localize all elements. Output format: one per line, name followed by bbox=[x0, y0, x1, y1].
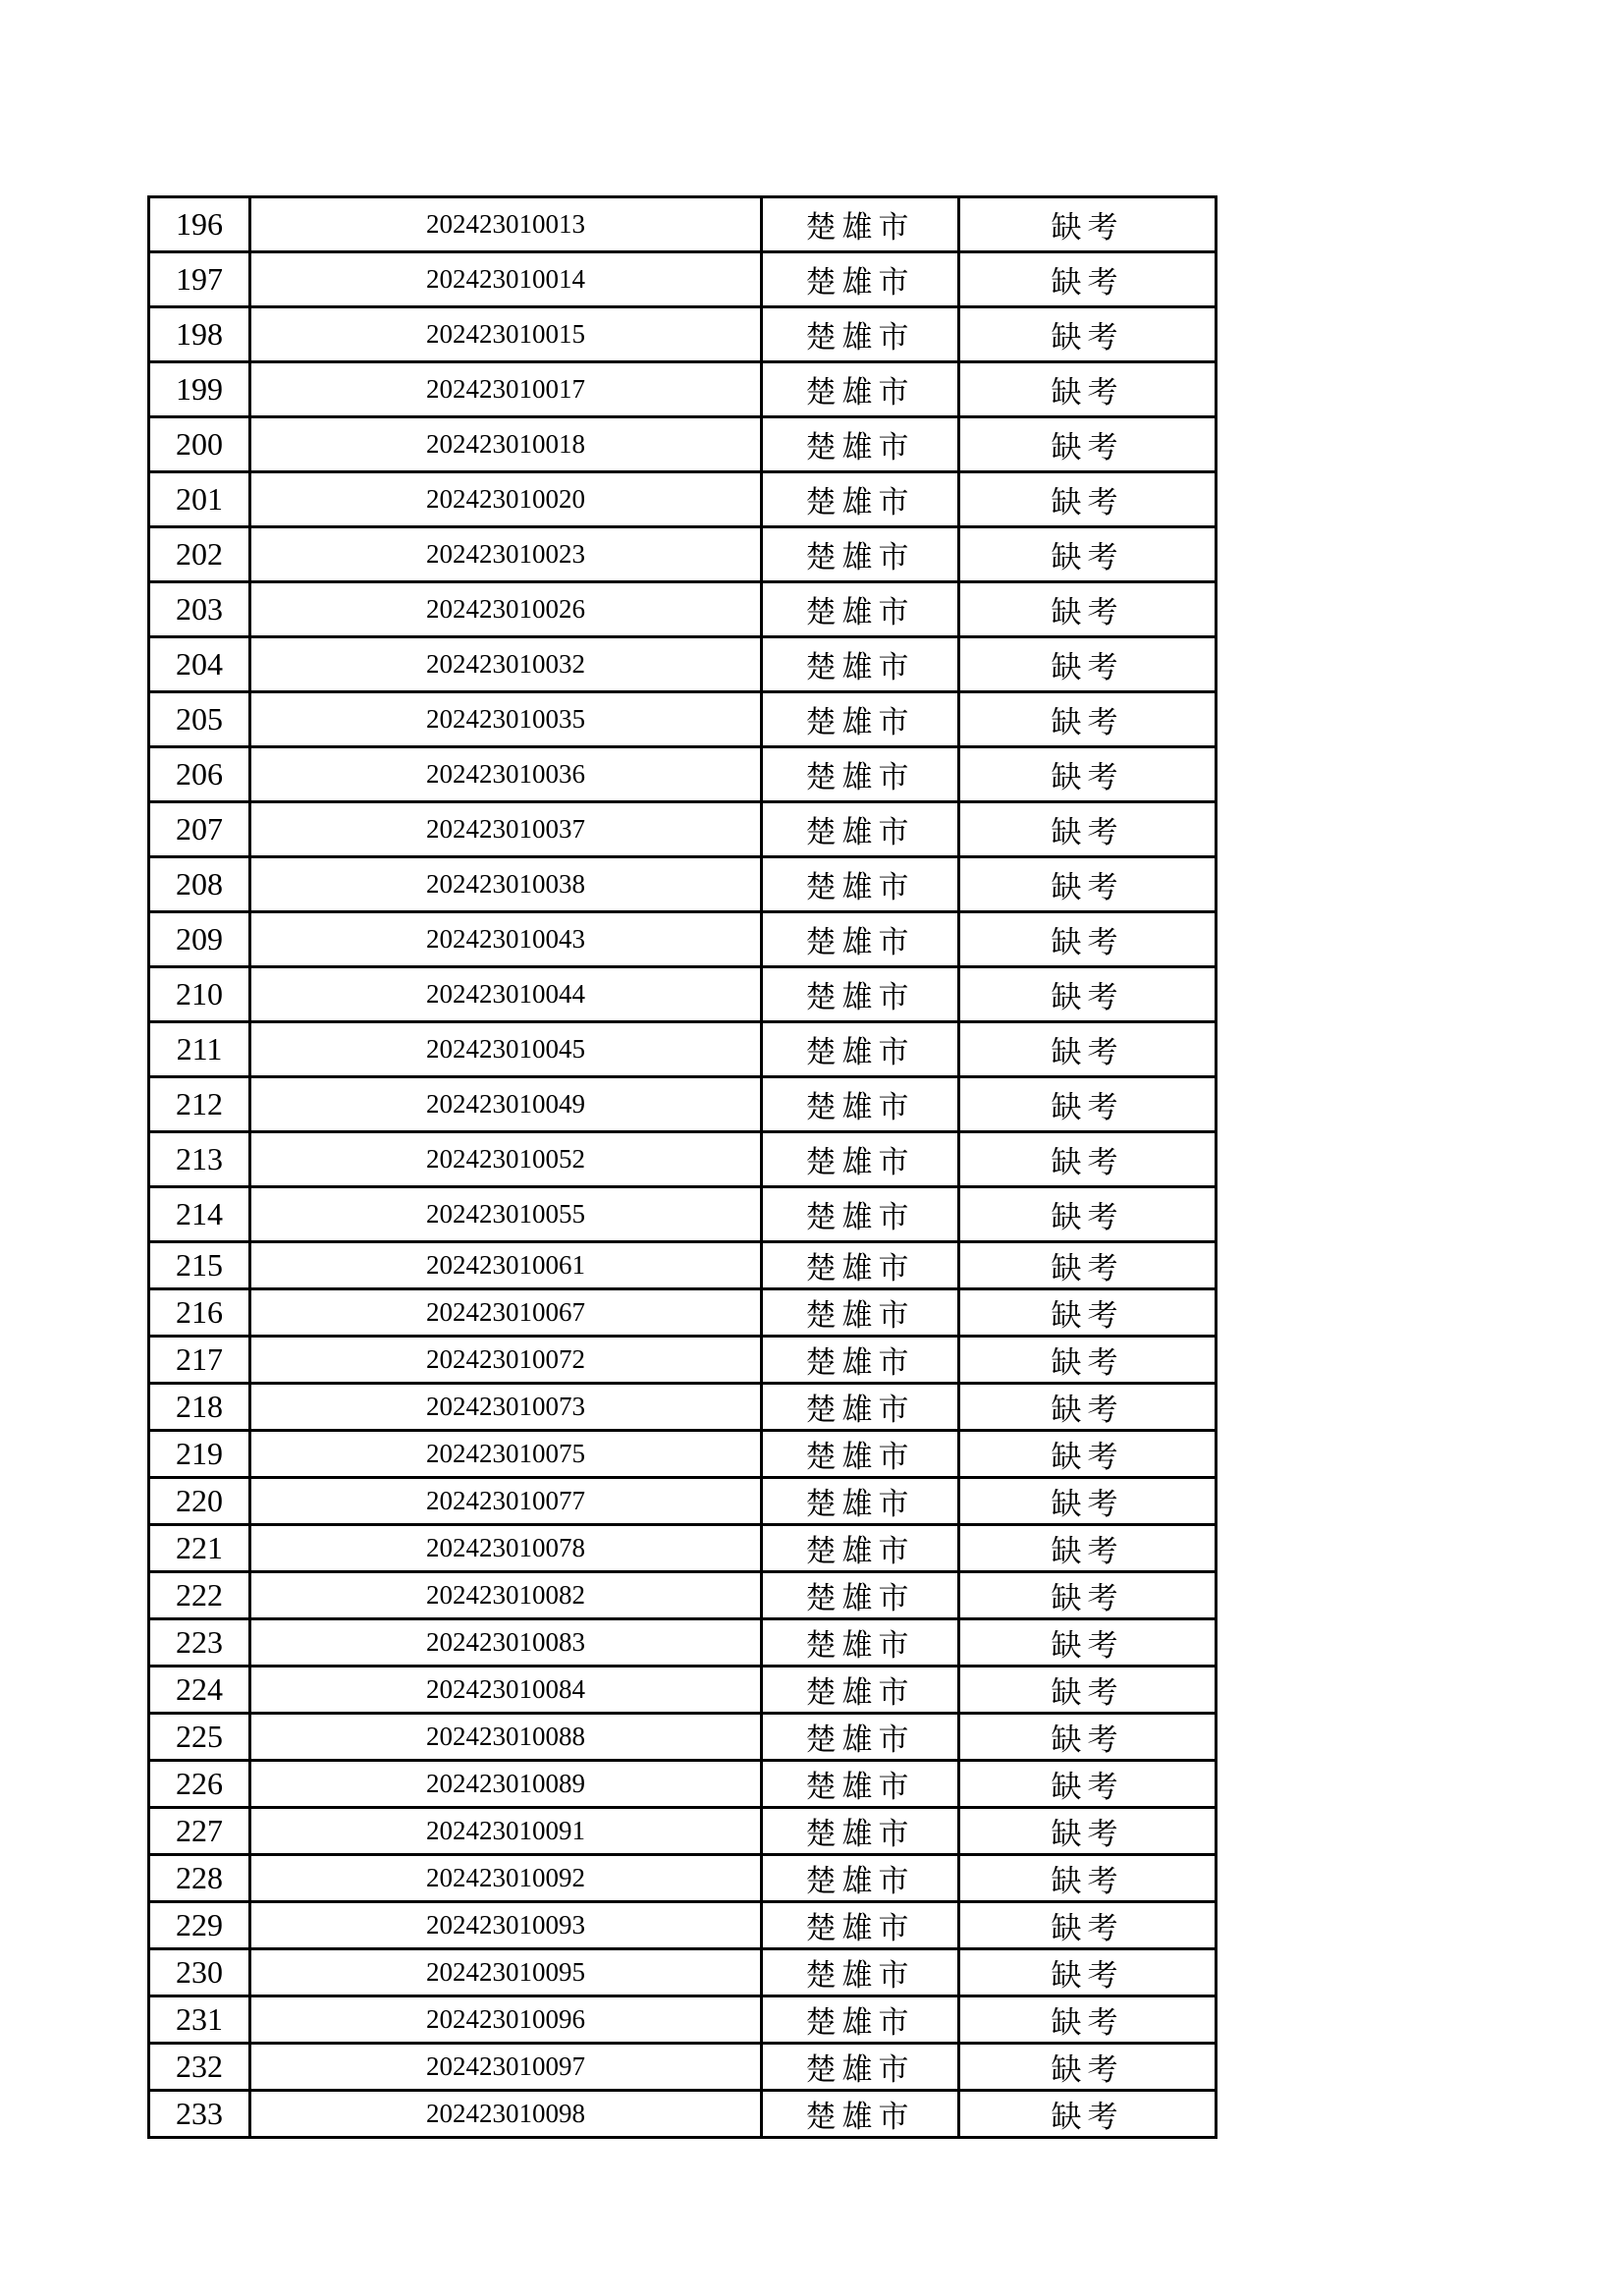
table-row bbox=[149, 582, 1217, 637]
table-row bbox=[149, 472, 1217, 527]
city-cell: 楚雄市 bbox=[762, 1077, 959, 1132]
city-cell: 楚雄市 bbox=[762, 2091, 959, 2138]
status-cell: 缺考 bbox=[959, 747, 1217, 802]
exam-id-cell: 202423010045 bbox=[250, 1022, 762, 1077]
row-number-cell: 216 bbox=[149, 1289, 250, 1337]
exam-id-cell: 202423010013 bbox=[250, 197, 762, 252]
exam-id-cell: 202423010032 bbox=[250, 637, 762, 692]
exam-id-cell: 202423010017 bbox=[250, 362, 762, 417]
table-row bbox=[149, 1187, 1217, 1242]
exam-id-cell: 202423010015 bbox=[250, 307, 762, 362]
exam-id-cell: 202423010088 bbox=[250, 1714, 762, 1761]
status-cell: 缺考 bbox=[959, 1572, 1217, 1619]
table-row bbox=[149, 637, 1217, 692]
status-cell: 缺考 bbox=[959, 802, 1217, 857]
table-body bbox=[149, 197, 1217, 2138]
row-number-cell: 209 bbox=[149, 912, 250, 967]
status-cell: 缺考 bbox=[959, 1714, 1217, 1761]
row-number-cell: 207 bbox=[149, 802, 250, 857]
city-cell: 楚雄市 bbox=[762, 1667, 959, 1714]
table-row bbox=[149, 1996, 1217, 2044]
city-cell: 楚雄市 bbox=[762, 1337, 959, 1384]
row-number-cell: 202 bbox=[149, 527, 250, 582]
table-row bbox=[149, 1077, 1217, 1132]
city-cell: 楚雄市 bbox=[762, 1289, 959, 1337]
row-number-cell: 211 bbox=[149, 1022, 250, 1077]
row-number-cell: 214 bbox=[149, 1187, 250, 1242]
status-cell: 缺考 bbox=[959, 197, 1217, 252]
city-cell: 楚雄市 bbox=[762, 1902, 959, 1949]
city-cell: 楚雄市 bbox=[762, 362, 959, 417]
table-row bbox=[149, 1761, 1217, 1808]
row-number-cell: 232 bbox=[149, 2044, 250, 2091]
city-cell: 楚雄市 bbox=[762, 1996, 959, 2044]
table-row bbox=[149, 1132, 1217, 1187]
exam-id-cell: 202423010037 bbox=[250, 802, 762, 857]
exam-id-cell: 202423010089 bbox=[250, 1761, 762, 1808]
table-row bbox=[149, 1478, 1217, 1525]
row-number-cell: 220 bbox=[149, 1478, 250, 1525]
status-cell: 缺考 bbox=[959, 1289, 1217, 1337]
row-number-cell: 233 bbox=[149, 2091, 250, 2138]
exam-id-cell: 202423010061 bbox=[250, 1242, 762, 1289]
table-row bbox=[149, 1902, 1217, 1949]
status-cell: 缺考 bbox=[959, 1187, 1217, 1242]
city-cell: 楚雄市 bbox=[762, 1022, 959, 1077]
exam-id-cell: 202423010049 bbox=[250, 1077, 762, 1132]
exam-id-cell: 202423010075 bbox=[250, 1431, 762, 1478]
status-cell: 缺考 bbox=[959, 1619, 1217, 1667]
table-row bbox=[149, 2044, 1217, 2091]
row-number-cell: 224 bbox=[149, 1667, 250, 1714]
city-cell: 楚雄市 bbox=[762, 307, 959, 362]
row-number-cell: 200 bbox=[149, 417, 250, 472]
status-cell: 缺考 bbox=[959, 637, 1217, 692]
exam-id-cell: 202423010026 bbox=[250, 582, 762, 637]
city-cell: 楚雄市 bbox=[762, 1525, 959, 1572]
row-number-cell: 222 bbox=[149, 1572, 250, 1619]
exam-id-cell: 202423010036 bbox=[250, 747, 762, 802]
city-cell: 楚雄市 bbox=[762, 582, 959, 637]
table-row bbox=[149, 967, 1217, 1022]
exam-id-cell: 202423010073 bbox=[250, 1384, 762, 1431]
city-cell: 楚雄市 bbox=[762, 1808, 959, 1855]
exam-id-cell: 202423010055 bbox=[250, 1187, 762, 1242]
row-number-cell: 212 bbox=[149, 1077, 250, 1132]
table-row bbox=[149, 802, 1217, 857]
city-cell: 楚雄市 bbox=[762, 967, 959, 1022]
city-cell: 楚雄市 bbox=[762, 1187, 959, 1242]
row-number-cell: 223 bbox=[149, 1619, 250, 1667]
status-cell: 缺考 bbox=[959, 1667, 1217, 1714]
table-row bbox=[149, 1667, 1217, 1714]
status-cell: 缺考 bbox=[959, 1337, 1217, 1384]
city-cell: 楚雄市 bbox=[762, 1384, 959, 1431]
row-number-cell: 230 bbox=[149, 1949, 250, 1996]
city-cell: 楚雄市 bbox=[762, 802, 959, 857]
city-cell: 楚雄市 bbox=[762, 1132, 959, 1187]
status-cell: 缺考 bbox=[959, 472, 1217, 527]
table-row bbox=[149, 1572, 1217, 1619]
exam-id-cell: 202423010083 bbox=[250, 1619, 762, 1667]
status-cell: 缺考 bbox=[959, 582, 1217, 637]
city-cell: 楚雄市 bbox=[762, 197, 959, 252]
city-cell: 楚雄市 bbox=[762, 692, 959, 747]
row-number-cell: 218 bbox=[149, 1384, 250, 1431]
status-cell: 缺考 bbox=[959, 2044, 1217, 2091]
status-cell: 缺考 bbox=[959, 1077, 1217, 1132]
row-number-cell: 226 bbox=[149, 1761, 250, 1808]
table-row bbox=[149, 1949, 1217, 1996]
exam-id-cell: 202423010092 bbox=[250, 1855, 762, 1902]
status-cell: 缺考 bbox=[959, 1949, 1217, 1996]
status-cell: 缺考 bbox=[959, 1996, 1217, 2044]
exam-id-cell: 202423010020 bbox=[250, 472, 762, 527]
table-row bbox=[149, 1384, 1217, 1431]
city-cell: 楚雄市 bbox=[762, 1478, 959, 1525]
row-number-cell: 227 bbox=[149, 1808, 250, 1855]
table-row bbox=[149, 362, 1217, 417]
row-number-cell: 215 bbox=[149, 1242, 250, 1289]
exam-id-cell: 202423010044 bbox=[250, 967, 762, 1022]
table-row bbox=[149, 1022, 1217, 1077]
table-row bbox=[149, 747, 1217, 802]
table-row bbox=[149, 527, 1217, 582]
status-cell: 缺考 bbox=[959, 1855, 1217, 1902]
table-row bbox=[149, 307, 1217, 362]
status-cell: 缺考 bbox=[959, 1132, 1217, 1187]
exam-id-cell: 202423010097 bbox=[250, 2044, 762, 2091]
exam-id-cell: 202423010084 bbox=[250, 1667, 762, 1714]
city-cell: 楚雄市 bbox=[762, 912, 959, 967]
status-cell: 缺考 bbox=[959, 527, 1217, 582]
status-cell: 缺考 bbox=[959, 1808, 1217, 1855]
exam-id-cell: 202423010023 bbox=[250, 527, 762, 582]
status-cell: 缺考 bbox=[959, 1525, 1217, 1572]
row-number-cell: 203 bbox=[149, 582, 250, 637]
table-row bbox=[149, 692, 1217, 747]
exam-id-cell: 202423010078 bbox=[250, 1525, 762, 1572]
table-row bbox=[149, 1855, 1217, 1902]
row-number-cell: 229 bbox=[149, 1902, 250, 1949]
row-number-cell: 198 bbox=[149, 307, 250, 362]
city-cell: 楚雄市 bbox=[762, 637, 959, 692]
exam-id-cell: 202423010052 bbox=[250, 1132, 762, 1187]
exam-id-cell: 202423010072 bbox=[250, 1337, 762, 1384]
status-cell: 缺考 bbox=[959, 307, 1217, 362]
table-row bbox=[149, 1289, 1217, 1337]
city-cell: 楚雄市 bbox=[762, 527, 959, 582]
table-row bbox=[149, 1242, 1217, 1289]
status-cell: 缺考 bbox=[959, 1242, 1217, 1289]
status-cell: 缺考 bbox=[959, 362, 1217, 417]
status-cell: 缺考 bbox=[959, 417, 1217, 472]
row-number-cell: 219 bbox=[149, 1431, 250, 1478]
row-number-cell: 205 bbox=[149, 692, 250, 747]
exam-id-cell: 202423010018 bbox=[250, 417, 762, 472]
row-number-cell: 208 bbox=[149, 857, 250, 912]
exam-id-cell: 202423010082 bbox=[250, 1572, 762, 1619]
status-cell: 缺考 bbox=[959, 1384, 1217, 1431]
status-cell: 缺考 bbox=[959, 252, 1217, 307]
city-cell: 楚雄市 bbox=[762, 1761, 959, 1808]
city-cell: 楚雄市 bbox=[762, 1431, 959, 1478]
table-row bbox=[149, 417, 1217, 472]
status-cell: 缺考 bbox=[959, 1431, 1217, 1478]
city-cell: 楚雄市 bbox=[762, 747, 959, 802]
table-row bbox=[149, 1337, 1217, 1384]
row-number-cell: 231 bbox=[149, 1996, 250, 2044]
city-cell: 楚雄市 bbox=[762, 472, 959, 527]
row-number-cell: 201 bbox=[149, 472, 250, 527]
city-cell: 楚雄市 bbox=[762, 1714, 959, 1761]
table-row bbox=[149, 197, 1217, 252]
exam-id-cell: 202423010035 bbox=[250, 692, 762, 747]
status-cell: 缺考 bbox=[959, 692, 1217, 747]
exam-id-cell: 202423010067 bbox=[250, 1289, 762, 1337]
status-cell: 缺考 bbox=[959, 1022, 1217, 1077]
table-row bbox=[149, 1431, 1217, 1478]
exam-id-cell: 202423010098 bbox=[250, 2091, 762, 2138]
exam-id-cell: 202423010095 bbox=[250, 1949, 762, 1996]
exam-id-cell: 202423010077 bbox=[250, 1478, 762, 1525]
row-number-cell: 206 bbox=[149, 747, 250, 802]
row-number-cell: 204 bbox=[149, 637, 250, 692]
status-cell: 缺考 bbox=[959, 1478, 1217, 1525]
status-cell: 缺考 bbox=[959, 967, 1217, 1022]
exam-id-cell: 202423010038 bbox=[250, 857, 762, 912]
table-row bbox=[149, 1714, 1217, 1761]
city-cell: 楚雄市 bbox=[762, 1949, 959, 1996]
row-number-cell: 228 bbox=[149, 1855, 250, 1902]
status-cell: 缺考 bbox=[959, 2091, 1217, 2138]
status-cell: 缺考 bbox=[959, 857, 1217, 912]
city-cell: 楚雄市 bbox=[762, 417, 959, 472]
status-cell: 缺考 bbox=[959, 1902, 1217, 1949]
row-number-cell: 213 bbox=[149, 1132, 250, 1187]
table-row bbox=[149, 1525, 1217, 1572]
city-cell: 楚雄市 bbox=[762, 2044, 959, 2091]
table-row bbox=[149, 2091, 1217, 2138]
exam-id-cell: 202423010096 bbox=[250, 1996, 762, 2044]
city-cell: 楚雄市 bbox=[762, 252, 959, 307]
table-row bbox=[149, 1619, 1217, 1667]
exam-id-cell: 202423010091 bbox=[250, 1808, 762, 1855]
city-cell: 楚雄市 bbox=[762, 1619, 959, 1667]
city-cell: 楚雄市 bbox=[762, 1242, 959, 1289]
exam-id-cell: 202423010093 bbox=[250, 1902, 762, 1949]
row-number-cell: 225 bbox=[149, 1714, 250, 1761]
city-cell: 楚雄市 bbox=[762, 1572, 959, 1619]
status-cell: 缺考 bbox=[959, 1761, 1217, 1808]
row-number-cell: 221 bbox=[149, 1525, 250, 1572]
status-cell: 缺考 bbox=[959, 912, 1217, 967]
table-row bbox=[149, 857, 1217, 912]
city-cell: 楚雄市 bbox=[762, 857, 959, 912]
row-number-cell: 199 bbox=[149, 362, 250, 417]
row-number-cell: 196 bbox=[149, 197, 250, 252]
table-row bbox=[149, 252, 1217, 307]
row-number-cell: 210 bbox=[149, 967, 250, 1022]
table-row bbox=[149, 912, 1217, 967]
exam-id-cell: 202423010043 bbox=[250, 912, 762, 967]
results-table bbox=[147, 195, 1217, 2139]
table-row bbox=[149, 1808, 1217, 1855]
city-cell: 楚雄市 bbox=[762, 1855, 959, 1902]
exam-id-cell: 202423010014 bbox=[250, 252, 762, 307]
row-number-cell: 197 bbox=[149, 252, 250, 307]
row-number-cell: 217 bbox=[149, 1337, 250, 1384]
